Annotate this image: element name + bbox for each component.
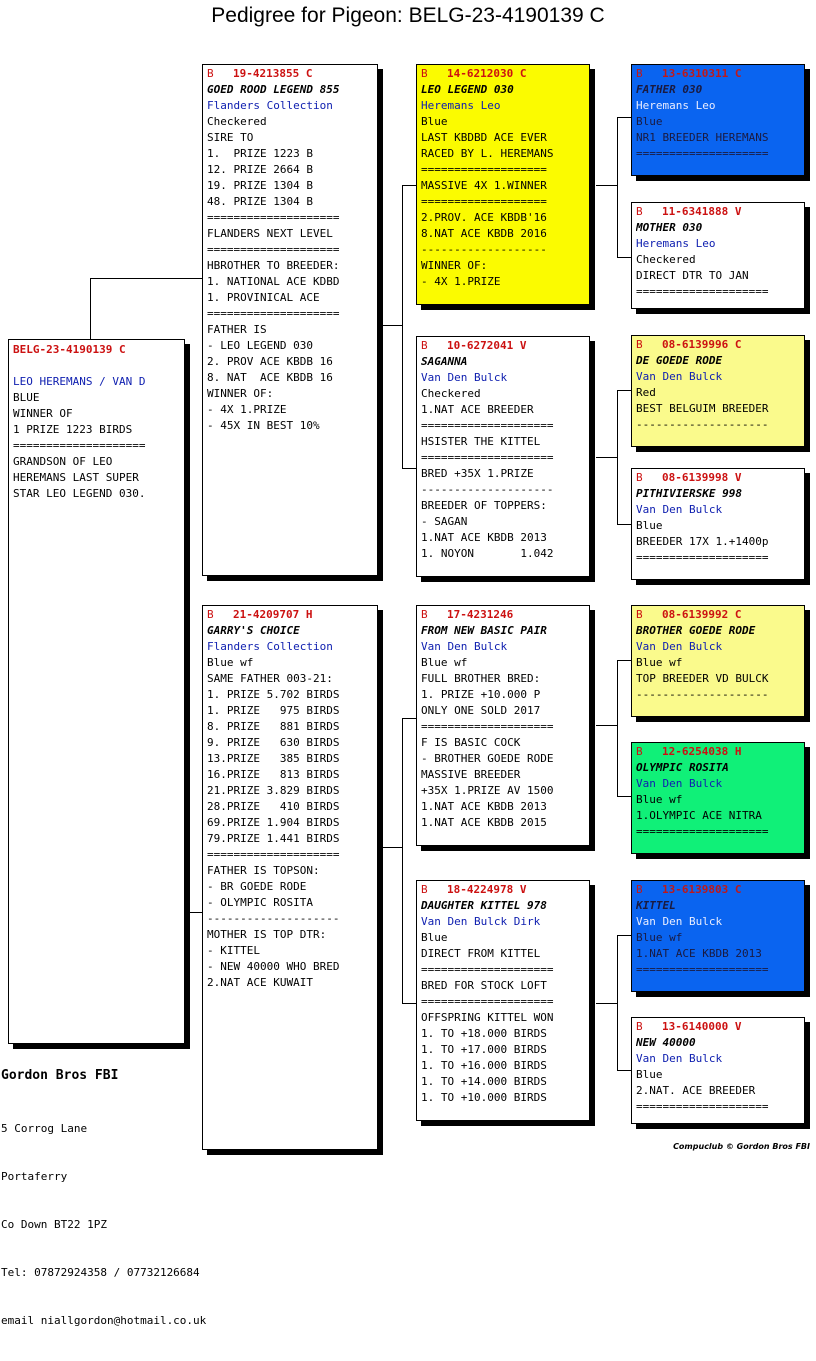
info-line: - NEW 40000 WHO BRED: [207, 960, 340, 973]
sex-code: B: [636, 338, 643, 351]
pigeon-name: LEO LEGEND 030: [421, 83, 514, 96]
owner-name: Heremans Leo: [636, 237, 716, 250]
connector-line: [617, 524, 631, 525]
info-line: FULL BROTHER BRED:: [421, 672, 541, 685]
great-grandparent-card[interactable]: [631, 468, 805, 580]
address-line: 5 Corrog Lane: [1, 1122, 88, 1135]
pigeon-name: DAUGHTER KITTEL 978: [421, 899, 547, 912]
subject-ring-number: BELG-23-4190139 C: [13, 343, 126, 356]
owner-name: Van Den Bulck: [421, 640, 508, 653]
ring-number: 19-4213855 C: [233, 67, 313, 80]
phone-line: Tel: 07872924358 / 07732126684: [1, 1266, 200, 1279]
info-line: Blue wf: [636, 793, 683, 806]
info-line: 1.NAT ACE KBDB 2013: [421, 531, 547, 544]
connector-line: [617, 1070, 631, 1071]
info-line: NR1 BREEDER HEREMANS: [636, 131, 769, 144]
sex-code: B: [636, 205, 643, 218]
email-line: email niallgordon@hotmail.co.uk: [1, 1314, 207, 1327]
pigeon-name: FROM NEW BASIC PAIR: [421, 624, 547, 637]
sex-code: B: [421, 339, 428, 352]
card-header: [636, 66, 800, 82]
sex-code: B: [636, 471, 643, 484]
info-line: 1. PRIZE 5.702 BIRDS: [207, 688, 340, 701]
sex-code: B: [636, 883, 643, 896]
owner-name: Van Den Bulck: [636, 777, 723, 790]
info-line: --------------------: [636, 418, 769, 431]
granddam-maternal-card[interactable]: [416, 880, 590, 1121]
subject-line: 1 PRIZE 1223 BIRDS: [13, 423, 133, 436]
info-line: Checkered: [636, 253, 696, 266]
info-line: 1.NAT ACE KBDB 2015: [421, 816, 547, 829]
info-line: - 4X 1.PRIZE: [421, 275, 501, 288]
ring-number: 12-6254038 H: [662, 745, 742, 758]
connector-line: [617, 796, 631, 797]
info-line: 69.PRIZE 1.904 BIRDS: [207, 816, 340, 829]
sex-code: B: [636, 608, 643, 621]
info-line: BRED FOR STOCK LOFT: [421, 979, 547, 992]
card-header: [421, 66, 585, 82]
pigeon-name: SAGANNA: [421, 355, 468, 368]
address-line: Portaferry: [1, 1170, 68, 1183]
sire-card[interactable]: [202, 64, 378, 576]
info-line: Blue: [421, 931, 448, 944]
connector-line: [617, 257, 631, 258]
card-header: [636, 337, 800, 353]
card-header: [636, 1019, 800, 1035]
owner-name: Flanders Collection: [207, 99, 333, 112]
connector-line: [402, 185, 416, 186]
info-line: ===================: [421, 195, 547, 208]
info-line: 1.NAT ACE KBDB 2013: [636, 947, 762, 960]
info-line: ====================: [636, 147, 769, 160]
granddam-paternal-card[interactable]: [416, 336, 590, 577]
info-line: ===================: [421, 163, 547, 176]
info-line: 1. TO +18.000 BIRDS: [421, 1027, 547, 1040]
sex-code: B: [207, 608, 214, 621]
info-line: - 4X 1.PRIZE: [207, 403, 287, 416]
owner-name: Heremans Leo: [421, 99, 501, 112]
ring-number: 13-6140000 V: [662, 1020, 742, 1033]
connector-line: [402, 718, 416, 719]
owner-name: Van Den Bulck: [636, 1052, 723, 1065]
info-line: 2.NAT ACE KUWAIT: [207, 976, 313, 989]
info-line: HBROTHER TO BREEDER:: [207, 259, 340, 272]
info-line: - 45X IN BEST 10%: [207, 419, 320, 432]
ring-number: 14-6212030 C: [447, 67, 527, 80]
info-line: 1.NAT ACE BREEDER: [421, 403, 534, 416]
info-line: BEST BELGUIM BREEDER: [636, 402, 769, 415]
info-line: 2.PROV. ACE KBDB'16: [421, 211, 547, 224]
info-line: OFFSPRING KITTEL WON: [421, 1011, 554, 1024]
connector-line: [596, 457, 617, 458]
info-line: 2.NAT. ACE BREEDER: [636, 1084, 756, 1097]
pigeon-name: NEW 40000: [636, 1036, 696, 1049]
sex-code: B: [636, 67, 643, 80]
info-line: BRED +35X 1.PRIZE: [421, 467, 534, 480]
info-line: ONLY ONE SOLD 2017: [421, 704, 541, 717]
card-header: [421, 338, 585, 354]
great-grandparent-card[interactable]: [631, 335, 805, 447]
grandsire-paternal-card[interactable]: [416, 64, 590, 305]
subject-pigeon-card[interactable]: [8, 339, 185, 1044]
info-line: 13.PRIZE 385 BIRDS: [207, 752, 340, 765]
ring-number: 18-4224978 V: [447, 883, 527, 896]
card-header: [207, 66, 373, 82]
connector-line: [90, 278, 91, 340]
info-line: Blue wf: [636, 656, 683, 669]
owner-name: Van Den Bulck: [636, 370, 723, 383]
info-line: -------------------: [421, 243, 547, 256]
owner-name: Van Den Bulck Dirk: [421, 915, 541, 928]
info-line: 1. PRIZE 1223 B: [207, 147, 313, 160]
card-header: [636, 744, 800, 760]
great-grandparent-card[interactable]: [631, 64, 805, 176]
pigeon-name: FATHER 030: [636, 83, 703, 96]
info-line: MASSIVE BREEDER: [421, 768, 521, 781]
info-line: 2. PROV ACE KBDB 16: [207, 355, 333, 368]
sex-code: B: [636, 745, 643, 758]
connector-line: [617, 390, 618, 524]
ring-number: 08-6139992 C: [662, 608, 742, 621]
card-header: [636, 607, 800, 623]
info-line: 12. PRIZE 2664 B: [207, 163, 313, 176]
info-line: TOP BREEDER VD BULCK: [636, 672, 769, 685]
card-header: [421, 607, 585, 623]
info-line: ====================: [421, 963, 554, 976]
pigeon-name: GARRY'S CHOICE: [207, 624, 300, 637]
info-line: ====================: [421, 419, 554, 432]
ring-number: 21-4209707 H: [233, 608, 313, 621]
info-line: 1. TO +10.000 BIRDS: [421, 1091, 547, 1104]
connector-line: [617, 390, 631, 391]
sex-code: B: [207, 67, 214, 80]
great-grandparent-card[interactable]: [631, 880, 805, 992]
info-line: Blue: [421, 115, 448, 128]
pigeon-name: MOTHER 030: [636, 221, 703, 234]
info-line: 16.PRIZE 813 BIRDS: [207, 768, 340, 781]
ring-number: 08-6139996 C: [662, 338, 742, 351]
owner-name: Van Den Bulck: [636, 503, 723, 516]
info-line: 79.PRIZE 1.441 BIRDS: [207, 832, 340, 845]
info-line: - OLYMPIC ROSITA: [207, 896, 313, 909]
info-line: 1. TO +17.000 BIRDS: [421, 1043, 547, 1056]
pigeon-name: PITHIVIERSKE 998: [636, 487, 742, 500]
connector-line: [402, 468, 416, 469]
sex-code: B: [421, 67, 428, 80]
dam-card[interactable]: [202, 605, 378, 1150]
subject-line: HEREMANS LAST SUPER: [13, 471, 139, 484]
info-line: Blue wf: [207, 656, 254, 669]
connector-line: [617, 117, 618, 257]
info-line: SIRE TO: [207, 131, 254, 144]
ring-number: 08-6139998 V: [662, 471, 742, 484]
info-line: +35X 1.PRIZE AV 1500: [421, 784, 554, 797]
info-line: 48. PRIZE 1304 B: [207, 195, 313, 208]
info-line: ====================: [636, 825, 769, 838]
owner-name: Van Den Bulck: [636, 640, 723, 653]
info-line: WINNER OF:: [207, 387, 274, 400]
connector-line: [617, 660, 618, 796]
info-line: Blue: [636, 115, 663, 128]
ring-number: 13-6139803 C: [662, 883, 742, 896]
info-line: 8.NAT ACE KBDB 2016: [421, 227, 547, 240]
card-header: [636, 470, 800, 486]
info-line: 1. NOYON 1.042: [421, 547, 554, 560]
info-line: MASSIVE 4X 1.WINNER: [421, 179, 547, 192]
info-line: 8. NAT ACE KBDB 16: [207, 371, 333, 384]
subject-line: ====================: [13, 439, 146, 452]
subject-line: WINNER OF: [13, 407, 73, 420]
info-line: 19. PRIZE 1304 B: [207, 179, 313, 192]
connector-line: [617, 935, 618, 1070]
owner-name: Flanders Collection: [207, 640, 333, 653]
sex-code: B: [421, 883, 428, 896]
info-line: 1. PRIZE +10.000 P: [421, 688, 541, 701]
breeder-contact: [1, 1035, 206, 1361]
connector-line: [402, 185, 403, 468]
owner-name: Van Den Bulck: [636, 915, 723, 928]
connector-line: [617, 117, 631, 118]
info-line: --------------------: [207, 912, 340, 925]
connector-line: [596, 1003, 617, 1004]
info-line: FATHER IS TOPSON:: [207, 864, 320, 877]
ring-number: 10-6272041 V: [447, 339, 527, 352]
pigeon-name: KITTEL: [636, 899, 676, 912]
info-line: Checkered: [421, 387, 481, 400]
info-line: ====================: [421, 451, 554, 464]
info-line: 1.NAT ACE KBDB 2013: [421, 800, 547, 813]
connector-line: [596, 725, 617, 726]
info-line: Blue wf: [636, 931, 683, 944]
info-line: - BR GOEDE RODE: [207, 880, 307, 893]
info-line: ====================: [421, 720, 554, 733]
info-line: 1. PROVINICAL ACE: [207, 291, 320, 304]
ring-number: 11-6341888 V: [662, 205, 742, 218]
address-line: Co Down BT22 1PZ: [1, 1218, 107, 1231]
info-line: ====================: [207, 211, 340, 224]
connector-line: [402, 1003, 416, 1004]
info-line: F IS BASIC COCK: [421, 736, 521, 749]
info-line: BREEDER 17X 1.+1400p: [636, 535, 769, 548]
info-line: 1. TO +14.000 BIRDS: [421, 1075, 547, 1088]
info-line: - SAGAN: [421, 515, 468, 528]
great-grandparent-card[interactable]: [631, 202, 805, 309]
info-line: ====================: [636, 285, 769, 298]
card-header: [421, 882, 585, 898]
info-line: Red: [636, 386, 656, 399]
info-line: 1. NATIONAL ACE KDBD: [207, 275, 340, 288]
connector-line: [382, 325, 402, 326]
breeder-name: Gordon Bros FBI: [1, 1068, 119, 1083]
pigeon-name: OLYMPIC ROSITA: [636, 761, 729, 774]
card-header: [636, 204, 800, 220]
card-header: [207, 607, 373, 623]
info-line: 1.OLYMPIC ACE NITRA: [636, 809, 762, 822]
info-line: - BROTHER GOEDE RODE: [421, 752, 554, 765]
info-line: ====================: [207, 848, 340, 861]
great-grandparent-card[interactable]: [631, 1017, 805, 1124]
subject-line: BLUE: [13, 391, 40, 404]
info-line: 1. TO +16.000 BIRDS: [421, 1059, 547, 1072]
subject-line: [13, 358, 180, 374]
info-line: Blue wf: [421, 656, 468, 669]
info-line: --------------------: [636, 688, 769, 701]
subject-line: GRANDSON OF LEO: [13, 455, 113, 468]
info-line: Checkered: [207, 115, 267, 128]
ring-number: 13-6310311 C: [662, 67, 742, 80]
info-line: Blue: [636, 1068, 663, 1081]
owner-name: Heremans Leo: [636, 99, 716, 112]
pigeon-name: DE GOEDE RODE: [636, 354, 723, 367]
info-line: 21.PRIZE 3.829 BIRDS: [207, 784, 340, 797]
info-line: 28.PRIZE 410 BIRDS: [207, 800, 340, 813]
info-line: SAME FATHER 003-21:: [207, 672, 333, 685]
info-line: ====================: [207, 243, 340, 256]
connector-line: [617, 660, 631, 661]
info-line: ====================: [636, 551, 769, 564]
sex-code: B: [421, 608, 428, 621]
pigeon-name: GOED ROOD LEGEND 855: [207, 83, 340, 96]
info-line: ====================: [636, 1100, 769, 1113]
connector-line: [402, 718, 403, 1003]
info-line: LAST KBDBD ACE EVER: [421, 131, 547, 144]
ring-number: 17-4231246: [447, 608, 514, 621]
grandsire-maternal-card[interactable]: [416, 605, 590, 846]
info-line: ====================: [421, 995, 554, 1008]
info-line: ====================: [207, 307, 340, 320]
info-line: Blue: [636, 519, 663, 532]
page-title: Pedigree for Pigeon: BELG-23-4190139 C: [211, 4, 605, 27]
info-line: ====================: [636, 963, 769, 976]
info-line: DIRECT DTR TO JAN: [636, 269, 749, 282]
great-grandparent-card[interactable]: [631, 605, 805, 717]
sex-code: B: [636, 1020, 643, 1033]
info-line: MOTHER IS TOP DTR:: [207, 928, 327, 941]
info-line: WINNER OF:: [421, 259, 488, 272]
info-line: --------------------: [421, 483, 554, 496]
info-line: 9. PRIZE 630 BIRDS: [207, 736, 340, 749]
software-credit: Compuclub © Gordon Bros FBI: [673, 1142, 810, 1151]
info-line: - LEO LEGEND 030: [207, 339, 313, 352]
connector-line: [617, 935, 631, 936]
info-line: 1. PRIZE 975 BIRDS: [207, 704, 340, 717]
info-line: BREEDER OF TOPPERS:: [421, 499, 547, 512]
subject-line: STAR LEO LEGEND 030.: [13, 487, 146, 500]
connector-line: [90, 278, 203, 279]
info-line: - KITTEL: [207, 944, 260, 957]
subject-owner: LEO HEREMANS / VAN D: [13, 375, 146, 388]
info-line: RACED BY L. HEREMANS: [421, 147, 554, 160]
card-header: [636, 882, 800, 898]
great-grandparent-card[interactable]: [631, 742, 805, 854]
owner-name: Van Den Bulck: [421, 371, 508, 384]
connector-line: [382, 847, 402, 848]
info-line: DIRECT FROM KITTEL: [421, 947, 541, 960]
info-line: FATHER IS: [207, 323, 267, 336]
info-line: FLANDERS NEXT LEVEL: [207, 227, 333, 240]
info-line: HSISTER THE KITTEL: [421, 435, 541, 448]
connector-line: [596, 185, 617, 186]
pigeon-name: BROTHER GOEDE RODE: [636, 624, 756, 637]
info-line: 8. PRIZE 881 BIRDS: [207, 720, 340, 733]
